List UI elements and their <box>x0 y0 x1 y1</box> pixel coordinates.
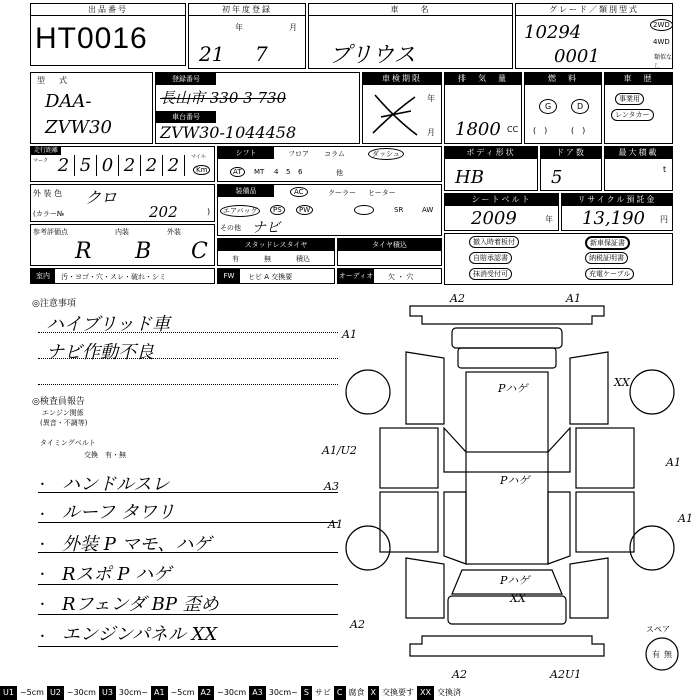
shift-mt: MT <box>254 168 265 176</box>
legend-value: サビ <box>314 688 331 697</box>
diagram-rear-left-fender <box>406 558 444 618</box>
capacity-unit: t <box>663 165 667 174</box>
report-line: ハンドルスレ <box>62 474 170 495</box>
diagram-mark: A2 <box>450 292 465 305</box>
diagram-front-right-fender <box>570 352 608 424</box>
diagram-mark: XX <box>614 376 630 389</box>
recycle-box <box>561 193 673 231</box>
grades-score: R <box>75 239 92 264</box>
diagram-mark: A2 <box>350 618 365 631</box>
shift-floor: フロア <box>288 150 309 158</box>
body-value: HB <box>455 167 484 188</box>
history-label: 車 歴 <box>605 73 672 85</box>
mileage-digit: 2 <box>141 155 163 176</box>
report-bullet: • <box>40 632 45 641</box>
report-bullet: • <box>40 570 45 579</box>
first-reg-box <box>188 3 306 69</box>
cabin-box <box>30 268 215 284</box>
report-line: ルーフ タワリ <box>62 502 175 523</box>
displacement-box <box>444 72 522 144</box>
note-line-2: ナビ作動不良 <box>46 342 154 363</box>
audio-box <box>337 268 442 284</box>
diagram-rear-right-pillar <box>548 492 570 564</box>
doc-item: 抹消受付可 <box>469 268 512 280</box>
report-bullet: • <box>40 480 45 489</box>
grade-line2: 0001 <box>554 46 600 67</box>
diagram-wheel-front-right <box>630 370 674 414</box>
spare-label: スペア <box>646 625 670 634</box>
diagram-trunk <box>448 596 566 624</box>
mileage-mark-label: マーク <box>33 158 49 164</box>
grade-other-option: 類似なし <box>654 54 673 70</box>
model-box <box>30 72 153 144</box>
shift-column: コラム <box>324 150 345 158</box>
legend-key: S <box>301 686 312 700</box>
grades-label: 参考評価点 <box>33 228 68 236</box>
diagram-mark: A1 <box>666 456 681 469</box>
chassis-value: ZVW30-1044458 <box>160 123 297 142</box>
report-bullet: • <box>40 600 45 609</box>
inspector-engine-sub: (異音・不調等) <box>40 419 88 427</box>
displacement-value: 1800 <box>455 119 501 140</box>
mileage-digits <box>53 155 185 176</box>
inspector-engine-label: エンジン関係 <box>42 409 84 417</box>
diagram-mark: A1/U2 <box>322 444 357 457</box>
lot-number: HT0016 <box>35 22 148 55</box>
fuel-label: 燃 料 <box>525 73 601 85</box>
note-rule <box>38 332 338 333</box>
model-line2: ZVW30 <box>45 117 112 138</box>
report-line: Rフェンダ BP 歪め <box>62 594 219 615</box>
fuel-d: D <box>571 99 589 114</box>
grades-box <box>30 224 215 266</box>
registration-box <box>155 72 360 144</box>
tire-label: タイヤ積込 <box>338 239 441 251</box>
legend-value: ~5cm <box>19 688 44 697</box>
notes-label: ◎注意事項 <box>32 299 76 309</box>
report-rule <box>38 646 338 647</box>
first-reg-label: 初年度登録 <box>189 4 305 16</box>
diagram-mark: A3 <box>324 480 339 493</box>
diagram-rear-bumper <box>410 636 604 656</box>
recycle-label: リサイクル預託金 <box>562 194 672 206</box>
studless-label: スタッドレスタイヤ <box>218 239 334 251</box>
report-rule <box>38 522 338 523</box>
grade-label: グレード／類別型式 <box>516 4 672 16</box>
legend-value: 交換済 <box>436 688 461 697</box>
mileage-digit: 2 <box>53 155 75 176</box>
legend-key: A2 <box>198 686 215 700</box>
inspection-month-label: 月 <box>427 128 435 137</box>
car-name-box <box>308 3 513 69</box>
inspection-strike <box>367 89 423 141</box>
equipment-sr: SR <box>394 206 404 214</box>
legend-key: U2 <box>47 686 64 700</box>
diagram-mark: Pハゲ <box>500 574 530 587</box>
color-code-label: (カラー№ <box>33 210 65 218</box>
shift-at: AT <box>230 167 245 177</box>
doors-label: ドア数 <box>541 147 601 159</box>
doc-item: 自賠承認書 <box>469 252 512 264</box>
legend-key: U1 <box>0 686 17 700</box>
report-line: エンジンパネル XX <box>62 624 218 645</box>
report-rule <box>38 552 338 553</box>
lot-box <box>30 3 186 66</box>
inspection-label: 車検期限 <box>363 73 441 85</box>
docs-box <box>444 233 673 285</box>
diagram-front-right-door <box>576 428 634 488</box>
shift-gear-6: 6 <box>298 168 303 176</box>
shift-box <box>217 146 442 182</box>
legend-key: C <box>334 686 346 700</box>
capacity-label: 最大積載 <box>605 147 672 159</box>
fw-text: ヒビ A 交換要 <box>248 273 293 281</box>
equipment-box <box>217 184 442 236</box>
equipment-ps: PS <box>270 205 285 215</box>
fuel-box <box>524 72 602 144</box>
body-box <box>444 146 538 191</box>
doc-item: 納税証明書 <box>585 252 628 264</box>
history-box <box>604 72 673 144</box>
legend-key: U3 <box>99 686 116 700</box>
grades-interior: B <box>135 239 152 264</box>
shift-gear-4: 4 <box>274 168 279 176</box>
tire-box <box>337 238 442 266</box>
report-bullet: • <box>40 540 45 549</box>
shift-other: 他 <box>336 169 343 177</box>
color-value: クロ <box>85 188 118 207</box>
model-line1: DAA- <box>45 91 92 112</box>
grades-exterior-label: 外装 <box>167 228 181 236</box>
equipment-ac: AC <box>290 187 308 197</box>
diagram-pillar-right <box>548 428 570 472</box>
body-label: ボディ形状 <box>445 147 537 159</box>
seatbelt-unit: 年 <box>545 215 553 224</box>
color-box <box>30 184 215 222</box>
report-line: Rスポ P ハゲ <box>62 564 172 585</box>
registration-label: 登録番号 <box>156 73 216 85</box>
car-name-label: 車 名 <box>309 4 512 16</box>
legend-value: ~30cm <box>217 688 247 697</box>
mileage-label: 走行距離 <box>31 147 61 155</box>
seatbelt-label: シートベルト <box>445 194 558 206</box>
note-rule <box>38 384 338 385</box>
report-line: 外装 P マモ、ハゲ <box>62 534 212 555</box>
first-reg-month: 7 <box>255 42 268 66</box>
legend-key: X <box>368 686 379 700</box>
diagram-hood <box>452 328 562 348</box>
diagram-front-left-fender <box>406 352 444 424</box>
studless-opt-yes: 有 <box>232 255 239 263</box>
shift-dash: ダッシュ <box>368 148 404 160</box>
first-reg-month-label: 月 <box>289 23 297 32</box>
mileage-unit-mile: マイル <box>191 154 206 160</box>
cabin-text: 汚・ヨゴ・穴・スレ・破れ・シミ <box>61 273 166 281</box>
registration-value: 長山市 330 3 730 <box>160 89 287 107</box>
studless-opt-no: 無 <box>264 255 271 263</box>
doors-box <box>540 146 602 191</box>
doc-item: 新車保証書 <box>585 236 630 250</box>
first-reg-year-label: 年 <box>235 23 243 32</box>
grade-box <box>515 3 673 69</box>
grade-4wd-option: 4WD <box>653 38 670 46</box>
report-rule <box>38 584 338 585</box>
legend-value: 腐食 <box>348 688 365 697</box>
equipment-pw: PW <box>296 205 313 215</box>
shift-label: シフト <box>218 147 274 159</box>
mileage-box <box>30 146 215 182</box>
legend-key: A1 <box>151 686 168 700</box>
diagram-wheel-front-left <box>346 370 390 414</box>
inspection-year-label: 年 <box>427 94 435 103</box>
mileage-digit: 0 <box>97 155 119 176</box>
diagram-pillar-left <box>444 428 466 472</box>
inspector-label: ◎検査員報告 <box>32 397 85 407</box>
chassis-label: 車台番号 <box>156 111 216 123</box>
mileage-digit: 2 <box>119 155 141 176</box>
spare-opt-yes: 有 <box>652 650 660 659</box>
equipment-other-label: その他 <box>220 224 241 232</box>
first-reg-year: 21 <box>199 42 225 66</box>
studless-box <box>217 238 335 266</box>
lot-label: 出品番号 <box>31 4 185 16</box>
doc-item: 充電ケーブル <box>585 268 634 280</box>
audio-label: オーディオ <box>338 269 374 283</box>
diagram-mark: A1 <box>678 512 693 525</box>
legend-key: XX <box>417 686 434 700</box>
note-rule <box>38 358 338 359</box>
legend-value: 交換要す <box>381 688 414 697</box>
diagram-rear-left-door <box>380 492 438 552</box>
shift-gear-5: 5 <box>286 168 291 176</box>
diagram-mark: Pハゲ <box>498 382 528 395</box>
history-business: 事業用 <box>615 93 644 105</box>
diagram-rear-left-pillar <box>444 492 466 564</box>
fuel-sub-right: ( ) <box>571 126 586 135</box>
diagram-front-bumper <box>410 306 604 324</box>
damage-legend <box>0 686 700 700</box>
diagram-mark: A1 <box>342 328 357 341</box>
mileage-digit: 5 <box>75 155 97 176</box>
equipment-cooler: クーラー <box>328 189 356 197</box>
fuel-sub-left: ( ) <box>533 126 548 135</box>
inspection-box <box>362 72 442 144</box>
history-rental: レンタカー <box>611 109 654 121</box>
report-rule <box>38 614 338 615</box>
diagram-rear-right-door <box>576 492 634 552</box>
color-code: 202 <box>149 203 178 221</box>
diagram-front-left-door <box>380 428 438 488</box>
mileage-unit-km: Km <box>193 165 210 175</box>
audio-text: 欠 ・ 穴 <box>388 273 414 281</box>
diagram-mark: A2U1 <box>550 668 582 681</box>
legend-key: A3 <box>249 686 266 700</box>
equipment-heater: ヒーター <box>368 189 396 197</box>
report-rule <box>38 492 338 493</box>
diagram-wheel-rear-left <box>346 526 390 570</box>
report-bullet: • <box>40 510 45 519</box>
car-name-value: プリウス <box>329 43 416 68</box>
equipment-other-value: ナビ <box>252 220 280 236</box>
color-label: 外 装 色 <box>33 189 63 198</box>
diagram-mark: XX <box>510 592 526 605</box>
doc-item: 撤入時着板付 <box>469 236 519 248</box>
fw-label: FW <box>218 269 240 283</box>
grades-exterior: C <box>191 239 208 264</box>
doors-value: 5 <box>551 167 563 188</box>
legend-value: 30cm~ <box>268 688 298 697</box>
fw-box <box>217 268 335 284</box>
spare-opt-no: 無 <box>664 650 672 659</box>
diagram-mark: A1 <box>328 518 343 531</box>
legend-value: 30cm~ <box>118 688 148 697</box>
diagram-spare-tire <box>646 638 678 670</box>
model-label: 型 式 <box>37 76 70 85</box>
diagram-mark: A1 <box>566 292 581 305</box>
cabin-label: 室内 <box>31 269 55 283</box>
diagram-mark: Pハゲ <box>500 474 530 487</box>
inspector-timing-sub: 交換 有・無 <box>84 451 126 459</box>
displacement-label: 排 気 量 <box>445 73 521 85</box>
recycle-unit: 円 <box>660 215 668 224</box>
color-code-close: ) <box>207 207 211 216</box>
car-diagram <box>322 288 700 684</box>
seatbelt-value: 2009 <box>471 208 517 229</box>
diagram-mark: A2 <box>452 668 467 681</box>
diagram-wheel-rear-right <box>630 526 674 570</box>
diagram-rear-right-fender <box>570 558 608 618</box>
grade-2wd-option: 2WD <box>650 19 673 31</box>
fuel-g: G <box>539 99 557 114</box>
capacity-box <box>604 146 673 191</box>
note-line-1: ハイブリッド車 <box>46 314 171 335</box>
displacement-unit: CC <box>507 125 519 134</box>
grades-interior-label: 内装 <box>115 228 129 236</box>
grade-line1: 10294 <box>524 22 582 43</box>
equipment-label: 装備品 <box>218 185 274 197</box>
equipment-blank <box>354 205 374 215</box>
legend-value: ~30cm <box>66 688 96 697</box>
recycle-value: 13,190 <box>582 208 645 229</box>
equipment-airbag-opt: エアバッグ <box>220 205 260 217</box>
legend-value: ~5cm <box>170 688 195 697</box>
mileage-digit: 2 <box>163 155 185 176</box>
inspector-timing-label: タイミングベルト <box>40 439 96 447</box>
diagram-windshield <box>458 348 556 368</box>
seatbelt-box <box>444 193 559 231</box>
studless-opt-load: 積込 <box>296 255 310 263</box>
equipment-aw: AW <box>422 206 434 214</box>
